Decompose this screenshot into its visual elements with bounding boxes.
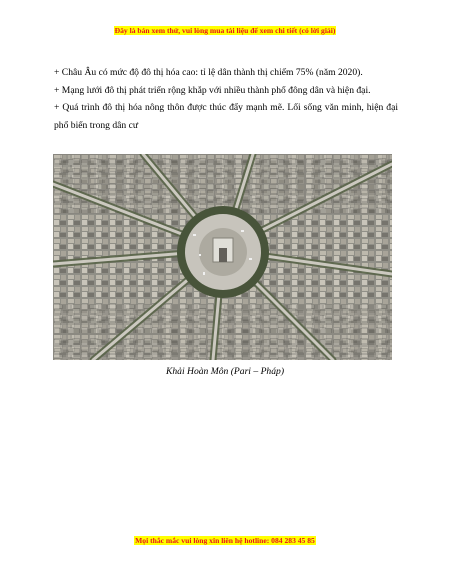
preview-notice-banner [0, 26, 450, 36]
arc-de-triomphe-aerial-photo [53, 154, 392, 360]
document-body [54, 64, 398, 134]
preview-notice-text: Đây là bản xem thử, vui lòng mua tài liệu để xem chi tiết (có lời giải) [114, 26, 336, 35]
paragraph-rural-urbanization: + Quá trình đô thị hóa nông thôn được thúc đẩy mạnh mẽ. Lối sống văn minh, hiện đại phổ biến trong dân cư [54, 102, 398, 131]
photo-caption: Khải Hoàn Môn (Pari – Pháp) [165, 366, 285, 377]
hotline-notice-banner [0, 536, 450, 546]
hotline-notice-text: Mọi thắc mắc vui lòng xin liên hệ hotline: 084 283 45 85 [135, 536, 315, 545]
paragraph-urbanization-rate: + Châu Âu có mức độ đô thị hóa cao: tỉ lệ dân thành thị chiếm 75% (năm 2020). [54, 67, 363, 78]
paragraph-urban-network: + Mạng lưới đô thị phát triển rộng khắp với nhiều thành phố đông dân và hiện đại. [54, 84, 371, 96]
